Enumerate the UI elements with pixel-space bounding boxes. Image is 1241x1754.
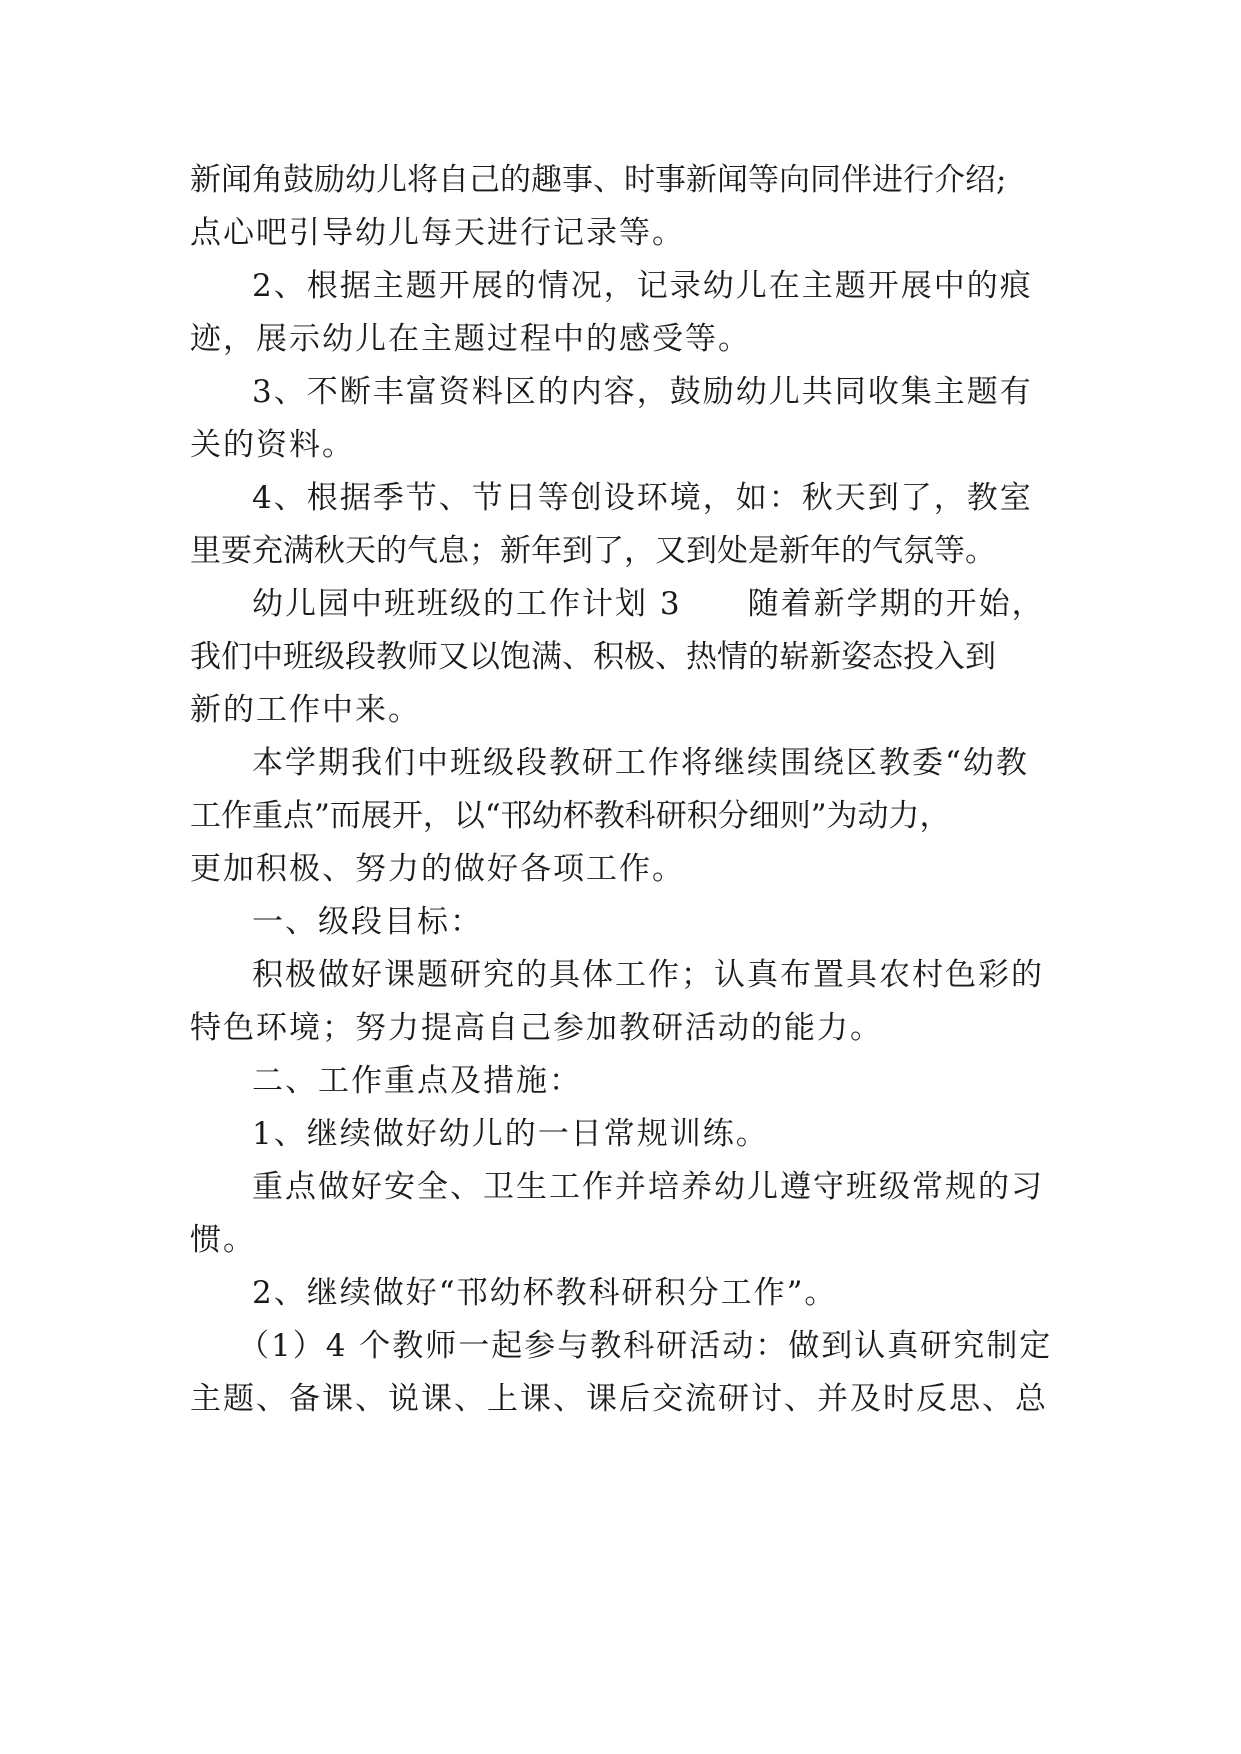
text-line: 点心吧引导幼儿每天进行记录等。 xyxy=(190,215,685,251)
text-line: 工作重点”而展开，以“邗幼杯教科研积分细则”为动力， xyxy=(190,798,951,834)
text-line: 迹，展示幼儿在主题过程中的感受等。 xyxy=(190,321,751,357)
text-line: 惯。 xyxy=(190,1222,256,1258)
text-line: 积极做好课题研究的具体工作；认真布置具农村色彩的 xyxy=(252,957,1044,993)
text-line: 里要充满秋天的气息；新年到了，又到处是新年的气氛等。 xyxy=(190,533,996,569)
text-line: 一、级段目标： xyxy=(252,904,483,940)
text-line: 特色环境；努力提高自己参加教研活动的能力。 xyxy=(190,1010,883,1046)
text-line: 新的工作中来。 xyxy=(190,692,421,728)
text-line: 2、根据主题开展的情况，记录幼儿在主题开展中的痕 xyxy=(252,268,1033,304)
text-line: 新闻角鼓励幼儿将自己的趣事、时事新闻等向同伴进行介绍; xyxy=(190,162,1007,198)
text-line: 更加积极、努力的做好各项工作。 xyxy=(190,851,685,887)
text-line: 4、根据季节、节日等创设环境，如：秋天到了，教室 xyxy=(252,480,1033,516)
text-line: 我们中班级段教师又以饱满、积极、热情的崭新姿态投入到 xyxy=(190,639,996,675)
text-line: 二、工作重点及措施： xyxy=(252,1063,582,1099)
text-line: 2、继续做好“邗幼杯教科研积分工作”。 xyxy=(252,1275,838,1311)
text-line: 重点做好安全、卫生工作并培养幼儿遵守班级常规的习 xyxy=(252,1169,1044,1205)
text-line: 幼儿园中班班级的工作计划 3 随着新学期的开始， xyxy=(252,586,1045,622)
text-line: 关的资料。 xyxy=(190,427,355,463)
text-line: 1、继续做好幼儿的一日常规训练。 xyxy=(252,1116,769,1152)
text-line: （1）4 个教师一起参与教科研活动：做到认真研究制定 xyxy=(238,1328,1053,1364)
text-line: 本学期我们中班级段教研工作将继续围绕区教委“幼教 xyxy=(252,745,1029,781)
text-line: 主题、备课、说课、上课、课后交流研讨、并及时反思、总 xyxy=(190,1381,1048,1417)
text-line: 3、不断丰富资料区的内容，鼓励幼儿共同收集主题有 xyxy=(252,374,1033,410)
